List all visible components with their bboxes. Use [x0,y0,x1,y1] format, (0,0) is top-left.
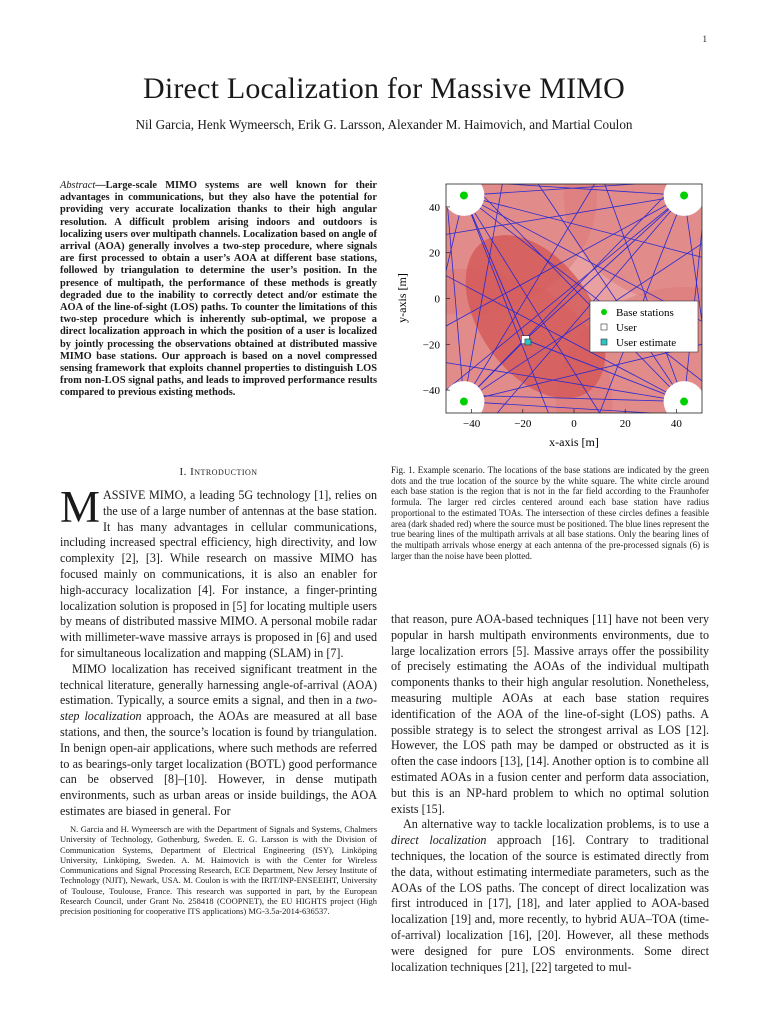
section-number: I. [179,466,187,478]
intro-paragraph-2 [60,662,377,820]
right-p2-emphasis: direct localization [391,833,487,848]
x-tick-label: 40 [670,418,682,430]
legend-label: Base stations [616,307,674,319]
base-station-marker [680,191,688,199]
figure-1 [390,182,720,462]
legend [590,301,698,352]
base-station-marker [460,191,468,199]
intro-p2-a: MIMO localization has received significant treatment in the technical literature, generally harnessing angle-of-arrival (AOA) estimation. Typically, a source emits a signal, and then in a [60,661,377,708]
abstract-label: Abstract [60,180,96,191]
y-axis-label: y-axis [m] [395,273,409,323]
abstract-text: —Large-scale MIMO systems are well known for their advantages in communications, but they also have the potential for providing very accurate localization thanks to their high angular resolution. A difficult problem arising indoors and outdoors is localizing users over multipath channels. Localization based on angle of arrival (AOA) generally involves a two-step procedure, where signals are first processed to obtain a user’s AOA at different base stations, followed by triangulation to determine the user’s position. In the presence of multipath, the performance of these methods is greatly degraded due to the inability to correctly detect and/or estimate the AOA of the line-of-sight (LOS) paths. To counter the limitations of this two-step procedure which is inherently sub-optimal, we propose a direct localization approach in which the position of a user is localized by jointly processing the observations obtained at distributed massive MIMO base stations. Our approach is based on a novel compressed sensing framework that exploits channel properties to distinguish LOS from non-LOS signal paths, and leads to improved performance results compared to previous existing methods. [60,180,377,399]
x-tick-label: −40 [462,418,481,430]
right-p2-b: approach [16]. Contrary to traditional techniques, the location of the source is estimated directly from the data, without estimating intermediate parameters, such as the AOAs of the LOS paths. The concept of direct localization was first introduced in [17], [18], and later applied to AOA-based localization [19] and, more recently, to hybrid AUA–TOA (time-of-arrival) localization [16], [20]. However, all these methods were designed for pure LOS environments. Some direct localization techniques [21], [22] targeted to mul- [391,833,709,974]
right-p2-a: An alternative way to tackle localization problems, is to use a [403,817,709,832]
author-list: Nil Garcia, Henk Wymeersch, Erik G. Larsson, Alexander M. Haimovich, and Martial Coulon [135,117,633,132]
page-number: 1 [702,34,707,44]
x-tick-label: −20 [514,418,532,430]
y-tick-label: 20 [429,247,440,260]
localization-chart [390,182,720,462]
right-column-body [391,612,709,975]
section-title: Introduction [190,466,258,478]
footnote-text: N. Garcia and H. Wymeersch are with the Department of Signals and Systems, Chalmers University of Technology, Gothenburg, Sweden. E. G. Larsson is with the Division of Communication Systems, Department of Electrical Engineering (ISY), Linköping University, Linköping, Sweden. A. M. Haimovich is with the Center for Wireless Communications and Signal Processing Research, ECE Department, New Jersey Institute of Technology (NJIT), Newark, USA. M. Coulon is with the IRIT/INP-ENSEEIHT, University of Toulouse, Toulouse, France. This research was supported in part, by the European Research Council, under Grant No. 258418 (COOPNET), the EU HIGHTS project (High precision positioning for cooperative ITS applications) MG-3.5a-2014-636537. [60,824,377,917]
legend-base-stations-marker [601,309,607,315]
intro-p2-b: approach, the AOAs are measured at all base stations, and then, the source’s location is found by triangulation. In benign open-air applications, where such methods are referred to as bearings-only target localization (BOTL) good performance can be observed [8]–[10]. However, in dense mutipath environments, such as urban areas or inside buildings, the AOA estimates are biased in general. For [60,709,377,818]
user-estimate-marker [525,339,531,345]
x-tick-label: 0 [571,418,577,430]
drop-cap: M [60,482,101,532]
y-tick-label: −20 [422,339,440,352]
y-tick-label: −40 [422,385,440,398]
paper-title: Direct Localization for Massive MIMO [142,72,626,105]
x-axis-label: x-axis [m] [549,435,599,449]
abstract [60,180,377,400]
legend-label: User estimate [616,337,677,349]
right-paragraph-1: that reason, pure AOA-based techniques [11] have not been very popular in harsh multipath environments environments, due to large localization errors [5]. Massive arrays offer the possibility of precisely estimating the AOAs of the individual multipath components thanks to their high angular resolution. Nonetheless, measuring multiple AOAs at each base station requires identification of the AOA of the line-of-sight (LOS) paths. A possible strategy is to select the strongest arrival as LOS [12]. However, the LOS path may be damped or obstructed as it is often the case indoors [13], [14]. Another option is to combine all estimated AOAs in a fusion center and perform data association, but this is an NP-hard problem to which no optimal solution exists [15]. [391,612,709,816]
right-paragraph-2 [391,817,709,975]
legend-label: User [616,322,637,334]
legend-marker [601,324,607,330]
x-tick-label: 20 [619,418,631,430]
intro-lead: ASSIVE MIMO [103,488,184,502]
y-tick-label: 40 [429,201,440,214]
figure-caption: Fig. 1. Example scenario. The locations of the base stations are indicated by the green dots and the true location of the source by the white square. The white circle around each base station is the region that is not in the far field according to the Fraunhofer formula. The larger red circles centered around each base station have radius proportional to the estimated TOAs. The intersection of these circles defines a feasible area (dark shaded red) where the source must be positioned. The blue lines represent the true bearing lines of the multipath arrivals at all base stations. Only the bearing lines of the multipath arrivals whose energy at each antenna of the pre-processed signals (6) is larger than the noise have been plotted. [391,465,709,561]
section-heading [60,466,377,478]
intro-p1-text: , a leading 5G technology [1], relies on the use of a large number of antennas at the base station. It has many advantages in cellular communications, including increased spectral efficiency, high directivity, and low complexity [2], [3]. While research on massive MIMO has focused mainly on communications, it is also an enabler for high-accuracy localization [4]. For instance, a finger-printing localization solution is proposed in [5] for locating multiple users by means of distributed massive MIMO. A personal mobile radar with millimeter-wave massive arrays is proposed in [6] and used for simultaneous localization and mapping (SLAM) in [7]. [60,488,377,660]
intro-p2-emphasis: two-step localization [60,693,377,724]
author-footnote [60,824,377,917]
y-tick-label: 0 [434,293,440,306]
intro-body [60,482,377,820]
intro-paragraph-1 [60,482,377,662]
legend-marker [601,339,607,345]
base-station-marker [460,398,468,406]
base-station-marker [680,398,688,406]
